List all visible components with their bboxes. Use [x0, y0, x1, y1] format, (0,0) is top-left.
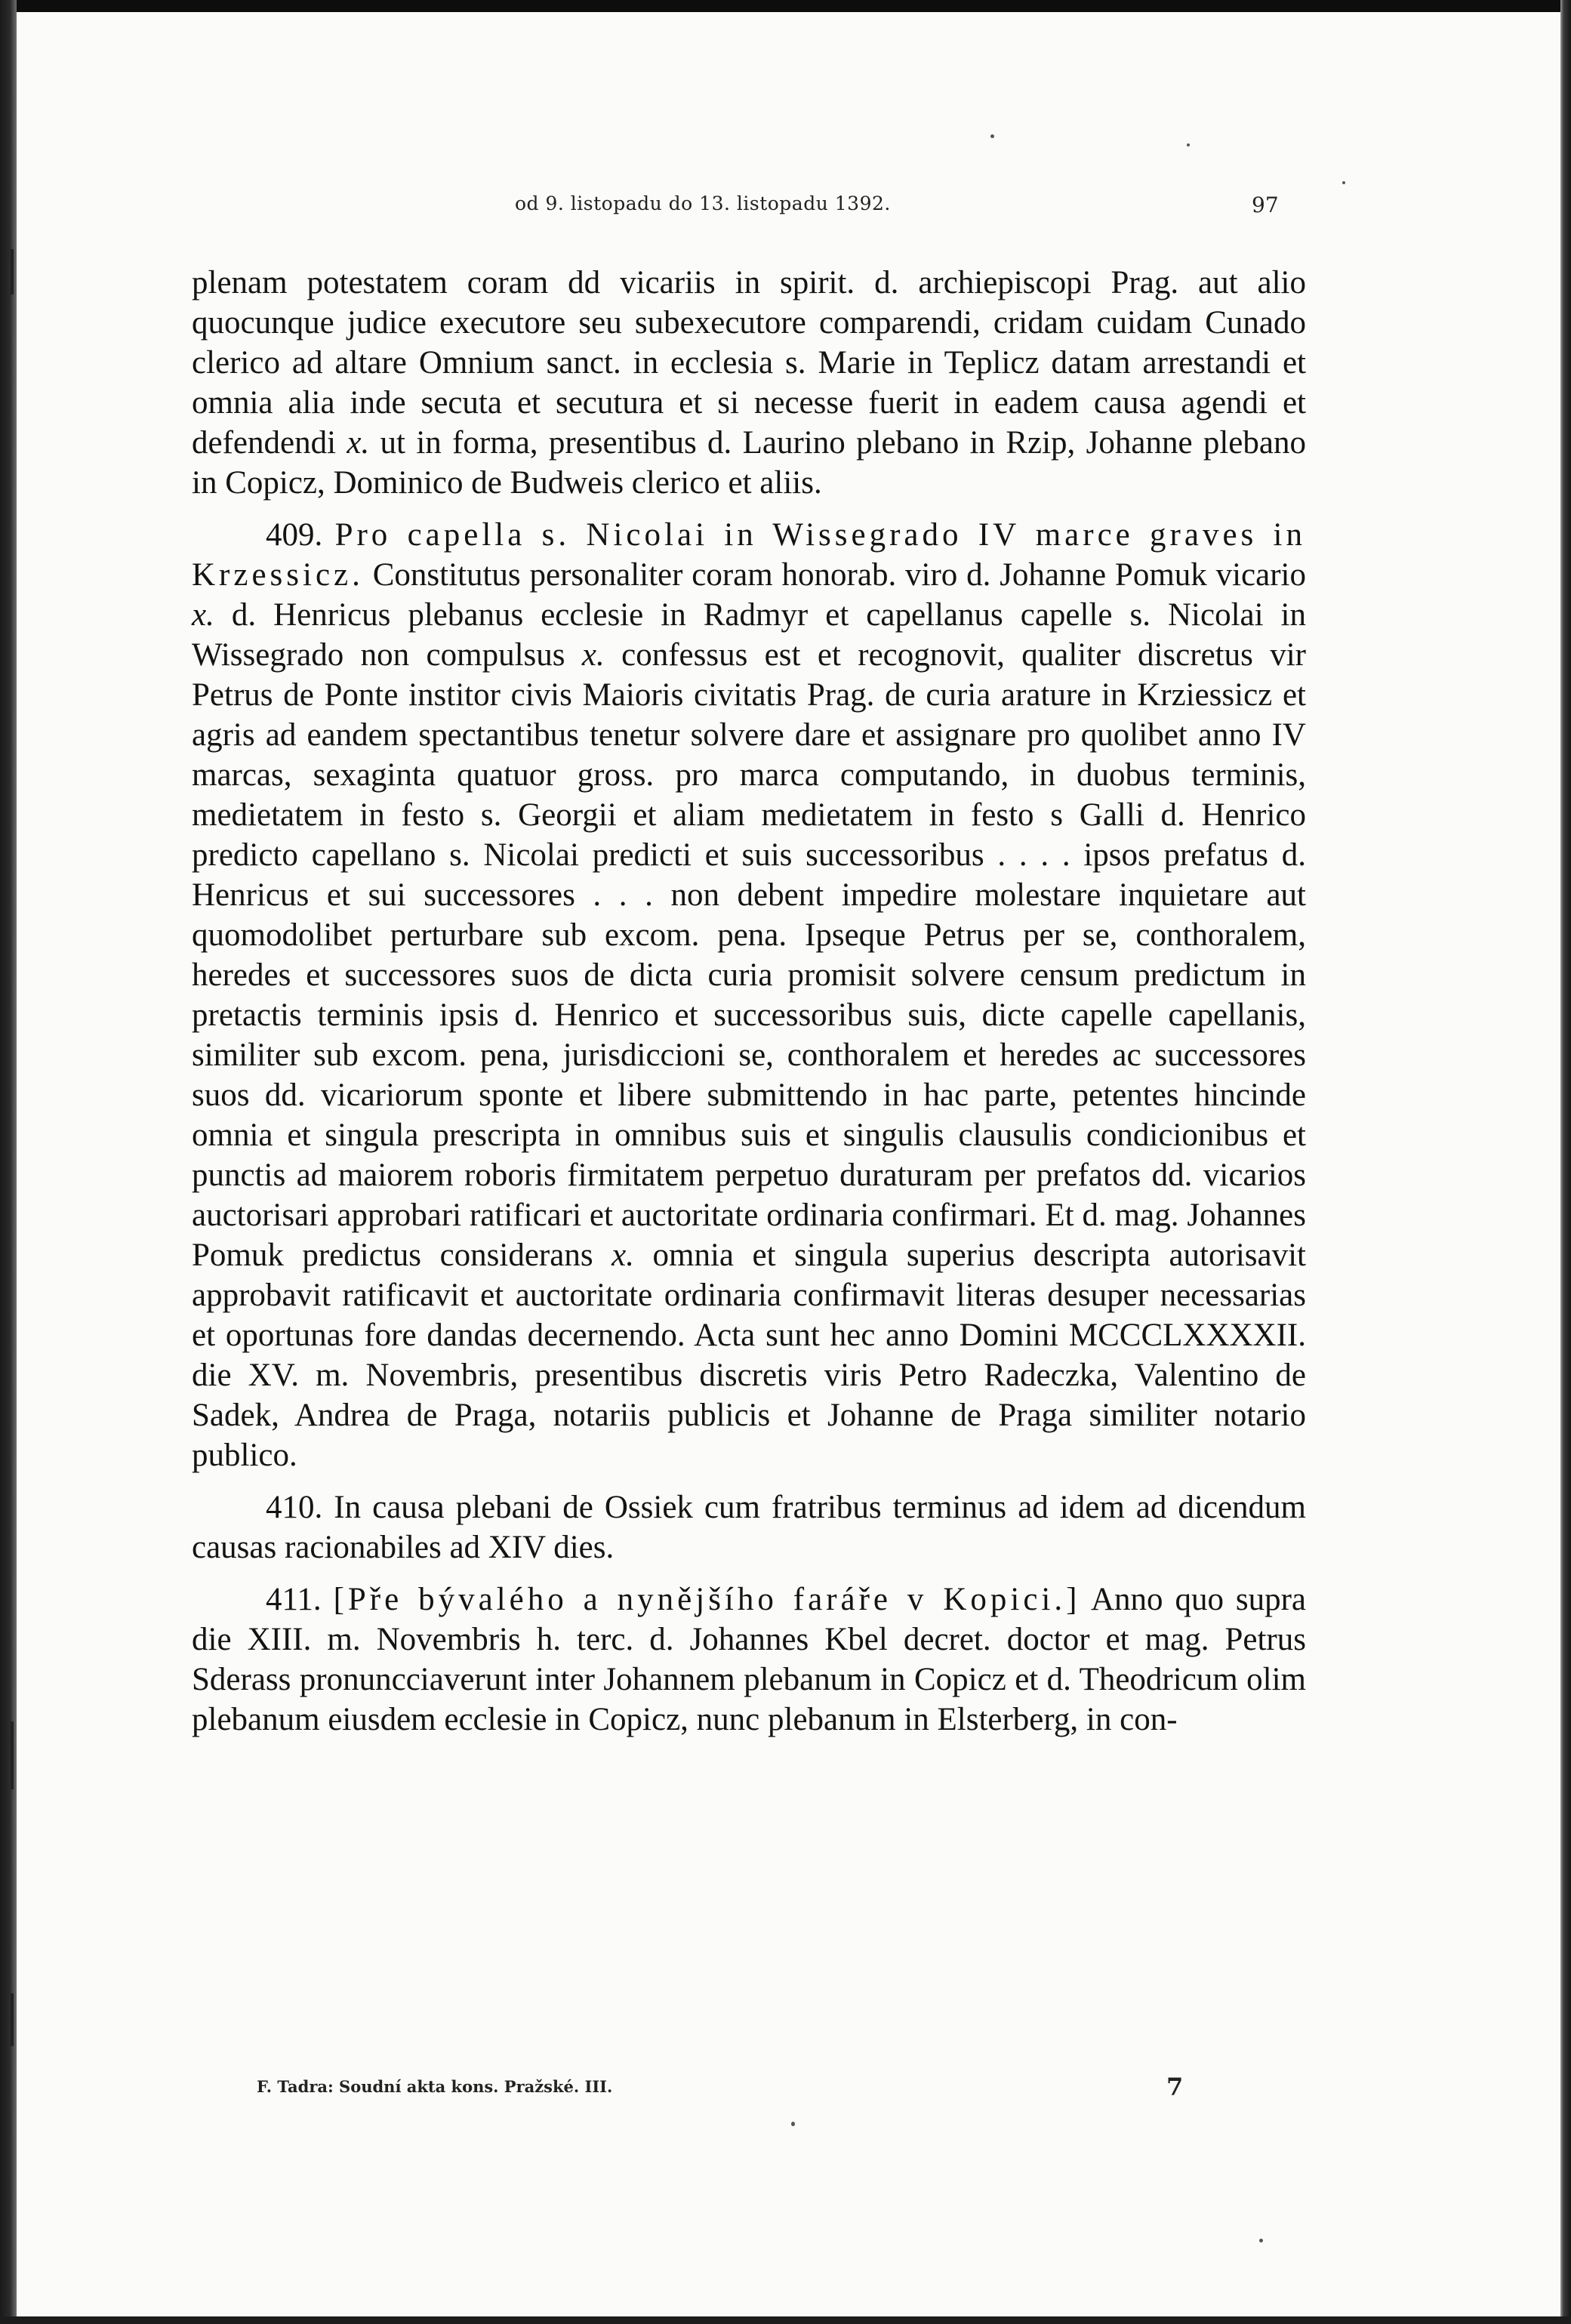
paragraph-p-continued	[192, 263, 1306, 503]
paragraph-p-410	[192, 1487, 1306, 1567]
scan-speck	[1342, 181, 1345, 184]
text-run: ut in forma, presentibus d. Laurino plebano in Rzip, Johanne plebano in Copicz, Dominico de Budweis clerico et aliis.	[192, 425, 1306, 501]
entry-heading: [Pře bývalého a nynějšího faráře v Kopici.]	[333, 1582, 1081, 1617]
text-run: confessus est et recognovit, qualiter discretus vir Petrus de Ponte institor civis Maioris civitatis Prag. de curia arature in Krziessicz et agris ad eandem spectantibus tenetur solvere dare et assignare pro quolibet anno IV marcas, sexaginta quatuor gross. pro marca computando, in duobus terminis, medietatem in festo s. Georgii et aliam medietatem in festo s Galli d. Henrico predicto capellano s. Nicolai predicti et suis successoribus . . . . ipsos prefatus d. Henricus et sui successores . . . non debent impedire molestare inquietare aut quomodolibet perturbare sub excom. pena. Ipseque Petrus per se, conthoralem, heredes et successores suos de dicta curia promisit solvere censum predictum in pretactis terminis ipsis d. Henrico et successoribus suis, dicte capelle capellanis, similiter sub excom. pena, jurisdiccioni se, conthoralem et heredes ac successores suos dd. vicariorum sponte et libere submittendo in hac parte, petentes hincinde omnia et singula prescripta in omnibus suis et singulis clausulis condicionibus et punctis ad maiorem roboris firmitatem perpetuo duraturam per prefatos dd. vicarios auctorisari approbari ratificari et auctoritate ordinaria confirmari. Et d. mag. Johannes Pomuk predictus considerans	[192, 637, 1306, 1273]
text-run: 410. In causa plebani de Ossiek cum fratribus terminus ad idem ad dicendum causas racionabiles ad XIV dies.	[192, 1490, 1306, 1565]
scan-bottom-border	[0, 2316, 1571, 2324]
body-text	[192, 263, 1306, 1740]
scan-speck	[791, 2122, 795, 2126]
scan-speck	[990, 134, 994, 138]
scan-right-border	[1560, 0, 1571, 2324]
paragraph-p-409	[192, 515, 1306, 1475]
page-number: 97	[1252, 193, 1279, 217]
scan-edge-mark	[11, 249, 14, 294]
paragraph-p-411	[192, 1580, 1306, 1740]
page-footer	[257, 2073, 1238, 2103]
text-run: plenam potestatem coram dd vicariis in spirit. d. archiepiscopi Prag. aut alio quocunque judice executore seu subexecutore comparendi, cridam cuidam Cunado clerico ad altare Omnium sanct. in ecclesia s. Marie in Teplicz datam arrestandi et omnia alia inde secuta et secutura et si necesse fuerit in eadem causa agendi et defendendi	[192, 265, 1306, 461]
scan-edge-mark	[11, 1993, 14, 2046]
text-run: Anno quo supra die XIII. m. Novembris h. terc. d. Johannes Kbel decret. doctor et mag. Petrus Sderass pronuncciaverunt inter Johannem plebanum in Copicz et d. Theodricum olim plebanum eiusdem ecclesie in Copicz, nunc plebanum in Elsterberg, in con-	[192, 1582, 1306, 1737]
text-run: Constitutus personaliter coram honorab. viro d. Johanne Pomuk vicario	[363, 557, 1306, 593]
entry-heading: Pro capella s. Nicolai in Wissegrado IV marce graves in Krzessicz.	[192, 517, 1307, 593]
text-run: omnia et singula superius descripta autorisavit approbavit ratificavit et auctoritate ordinaria confirmavit literas desuper necessarias et oportunas fore dandas decernendo. Acta sunt hec anno Domini MCCCLXXXXII. die XV. m. Novembris, presentibus discretis viris Petro Radeczka, Valentino de Sadek, Andrea de Praga, notariis publicis et Johanne de Praga similiter notario publico.	[192, 1238, 1306, 1473]
scan-top-border	[0, 0, 1571, 12]
scan-speck	[1187, 143, 1190, 146]
running-head-title: od 9. listopadu do 13. listopadu 1392.	[515, 193, 891, 214]
footer-sheet-number: 7	[1166, 2073, 1184, 2101]
abbreviation-mark: x.	[611, 1238, 634, 1273]
footer-signature: F. Tadra: Soudní akta kons. Pražské. III.	[257, 2077, 613, 2096]
abbreviation-mark: x.	[192, 597, 214, 633]
scan-edge-mark	[11, 1721, 14, 1789]
text-run: d. Henricus plebanus ecclesie in Radmyr et capellanus capelle s. Nicolai in Wissegrado non compulsus	[192, 597, 1306, 673]
abbreviation-mark: x.	[581, 637, 605, 673]
abbreviation-mark: x.	[347, 425, 370, 461]
scan-speck	[1259, 2239, 1263, 2242]
scan-left-border	[0, 0, 17, 2324]
text-run: 411.	[266, 1582, 334, 1617]
text-run: 409.	[266, 517, 335, 553]
